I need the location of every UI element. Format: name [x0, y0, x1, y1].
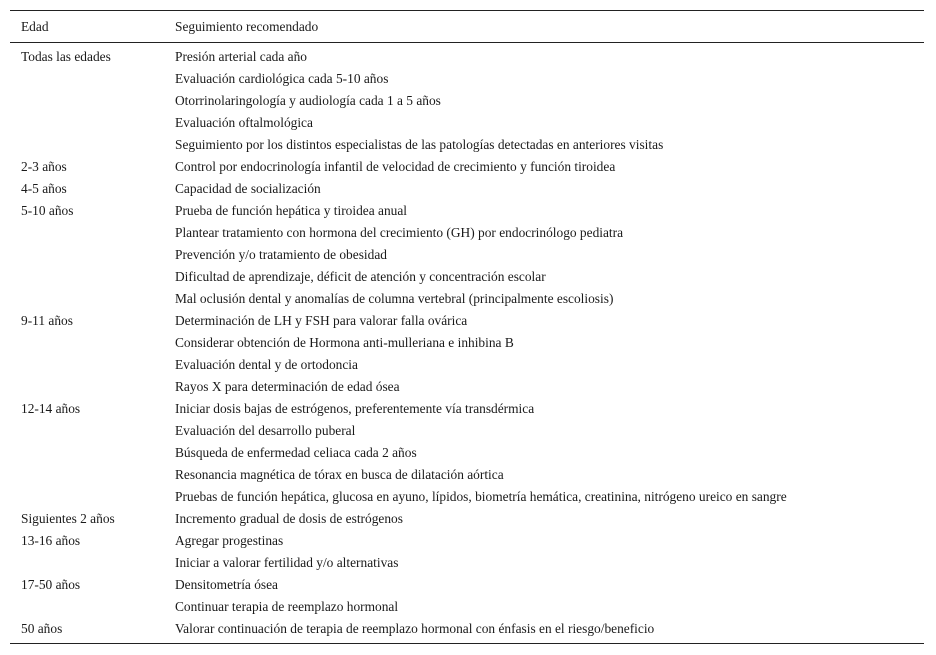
age-cell: 9-11 años	[21, 313, 73, 328]
followup-cell: Prevención y/o tratamiento de obesidad	[175, 247, 387, 262]
table-row	[10, 420, 924, 442]
table-row	[10, 310, 924, 332]
age-cell	[10, 90, 164, 112]
followup-cell: Evaluación cardiológica cada 5-10 años	[175, 71, 389, 86]
header-age: Edad	[10, 11, 164, 43]
table-row	[10, 442, 924, 464]
header-followup: Seguimiento recomendado	[164, 11, 924, 43]
age-cell: 50 años	[10, 618, 164, 644]
followup-cell: Dificultad de aprendizaje, déficit de atención y concentración escolar	[175, 269, 546, 284]
table-row	[10, 530, 924, 552]
table-row	[10, 332, 924, 354]
age-cell	[10, 288, 164, 310]
age-cell	[10, 222, 164, 244]
table-row	[10, 618, 924, 644]
table-row	[10, 90, 924, 112]
header-row	[10, 11, 924, 43]
followup-cell: Rayos X para determinación de edad ósea	[175, 379, 400, 394]
table-row	[10, 68, 924, 90]
followup-cell: Valorar continuación de terapia de reemplazo hormonal con énfasis en el riesgo/beneficio	[164, 618, 924, 644]
followup-cell: Iniciar dosis bajas de estrógenos, preferentemente vía transdérmica	[175, 401, 535, 416]
table-row	[10, 200, 924, 222]
table-row	[10, 398, 924, 420]
table-row	[10, 464, 924, 486]
age-cell	[10, 486, 164, 508]
followup-cell: Considerar obtención de Hormona anti-mulleriana e inhibina B	[175, 335, 514, 350]
age-cell	[10, 552, 164, 574]
age-cell	[10, 244, 164, 266]
age-cell: 5-10 años	[21, 203, 74, 218]
age-cell	[10, 266, 164, 288]
followup-cell: Seguimiento por los distintos especialistas de las patologías detectadas en anteriores visitas	[175, 137, 664, 152]
table-body	[10, 43, 924, 644]
table-row	[10, 508, 924, 530]
age-cell	[10, 354, 164, 376]
table-row	[10, 596, 924, 618]
followup-cell: Continuar terapia de reemplazo hormonal	[175, 599, 399, 614]
followup-cell: Evaluación dental y de ortodoncia	[175, 357, 358, 372]
age-cell: 17-50 años	[21, 577, 81, 592]
age-cell: 4-5 años	[21, 181, 67, 196]
followup-cell: Iniciar a valorar fertilidad y/o alternativas	[175, 555, 399, 570]
age-cell	[10, 464, 164, 486]
followup-cell: Capacidad de socialización	[175, 181, 321, 196]
followup-cell: Determinación de LH y FSH para valorar falla ovárica	[175, 313, 468, 328]
followup-cell: Otorrinolaringología y audiología cada 1 a 5 años	[175, 93, 441, 108]
followup-cell: Plantear tratamiento con hormona del crecimiento (GH) por endocrinólogo pediatra	[175, 225, 624, 240]
followup-cell: Prueba de función hepática y tiroidea anual	[175, 203, 408, 218]
age-cell: 13-16 años	[21, 533, 81, 548]
table-row	[10, 244, 924, 266]
age-cell: 12-14 años	[21, 401, 81, 416]
table-row	[10, 354, 924, 376]
followup-cell: Incremento gradual de dosis de estrógenos	[175, 511, 403, 526]
age-cell: Siguientes 2 años	[21, 511, 115, 526]
table-row	[10, 552, 924, 574]
followup-table-container	[10, 10, 924, 644]
table-row	[10, 134, 924, 156]
followup-cell: Resonancia magnética de tórax en busca de dilatación aórtica	[175, 467, 504, 482]
followup-cell: Densitometría ósea	[175, 577, 278, 592]
table-row	[10, 376, 924, 398]
age-cell: 2-3 años	[21, 159, 67, 174]
followup-cell: Agregar progestinas	[175, 533, 284, 548]
table-row	[10, 222, 924, 244]
table-row	[10, 43, 924, 69]
followup-cell: Búsqueda de enfermedad celiaca cada 2 años	[175, 445, 417, 460]
followup-cell: Mal oclusión dental y anomalías de columna vertebral (principalmente escoliosis)	[175, 291, 614, 306]
followup-cell: Evaluación del desarrollo puberal	[175, 423, 356, 438]
followup-table	[10, 10, 924, 644]
age-cell	[10, 332, 164, 354]
age-cell	[10, 442, 164, 464]
table-row	[10, 486, 924, 508]
age-cell	[10, 134, 164, 156]
age-cell	[10, 420, 164, 442]
age-cell	[10, 68, 164, 90]
table-header	[10, 11, 924, 43]
followup-cell: Presión arterial cada año	[175, 49, 307, 64]
age-cell	[10, 112, 164, 134]
table-row	[10, 112, 924, 134]
table-row	[10, 266, 924, 288]
age-cell: Todas las edades	[21, 49, 111, 64]
age-cell	[10, 376, 164, 398]
table-row	[10, 574, 924, 596]
table-row	[10, 288, 924, 310]
table-row	[10, 156, 924, 178]
age-cell	[10, 596, 164, 618]
table-row	[10, 178, 924, 200]
followup-cell: Evaluación oftalmológica	[175, 115, 313, 130]
followup-cell: Pruebas de función hepática, glucosa en ayuno, lípidos, biometría hemática, creatinina, nitrógeno ureico en sangre	[175, 489, 787, 504]
followup-cell: Control por endocrinología infantil de velocidad de crecimiento y función tiroidea	[175, 159, 616, 174]
